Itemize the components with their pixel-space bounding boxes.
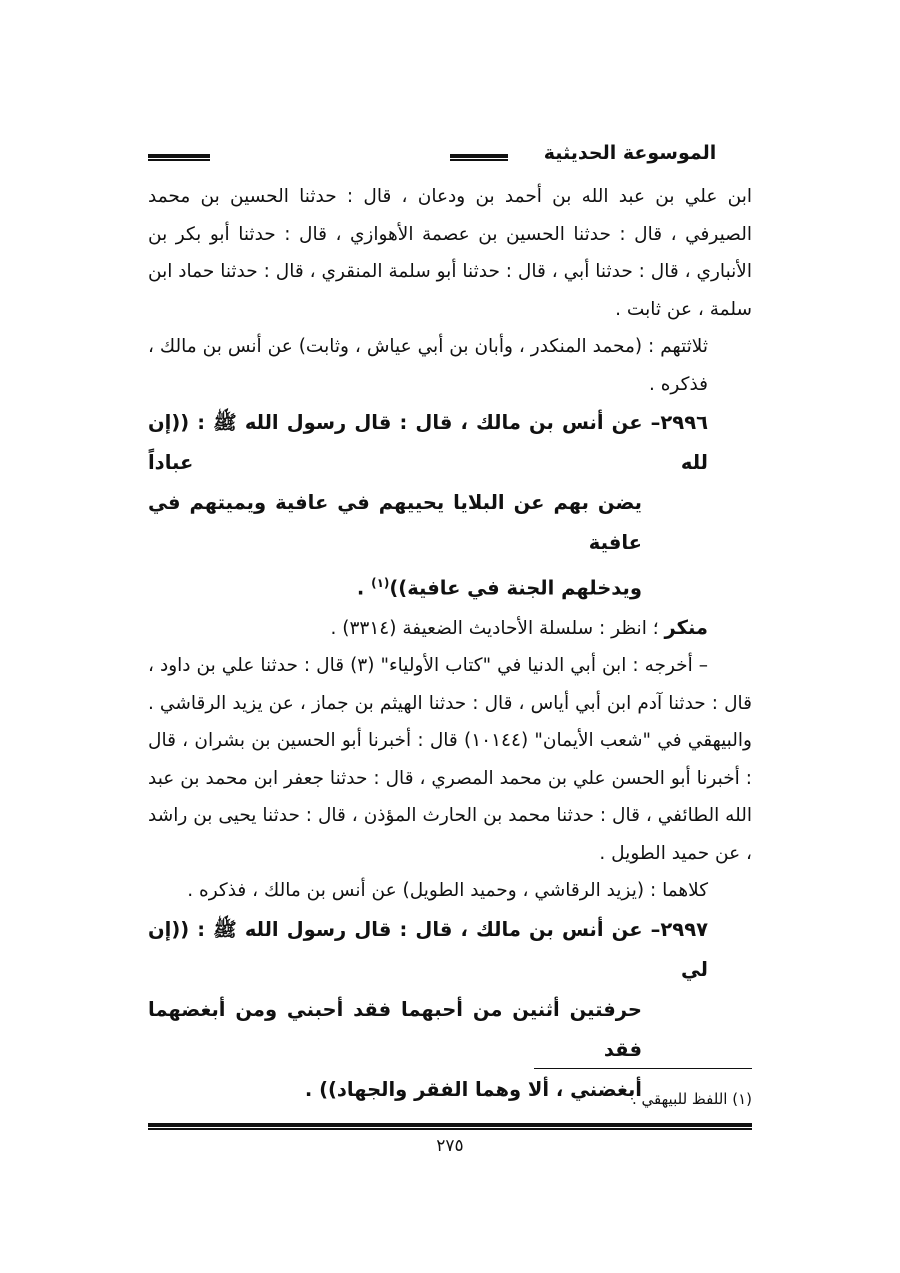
book-page (148, 140, 752, 1180)
hadith-2997-line-2: حرفتين أثنين من أحبهما فقد أحبني ومن أبغضهما فقد (148, 997, 642, 1061)
paragraph-takhrij: – أخرجه : ابن أبي الدنيا في "كتاب الأولياء" (٣) قال : حدثنا علي بن داود ، قال : حدثنا آدم ابن أبي أياس ، قال : حدثنا الهيثم بن جماز ، عن يزيد الرقاشي . والبيهقي في "شعب الأيمان" (١٠١٤٤) قال : أخبرنا أبو الحسين بن بشران ، قال : أخبرنا أبو الحسن علي بن محمد المصري ، قال : حدثنا جعفر ابن محمد بن عبد الله الطائفي ، قال : حدثنا محمد بن الحارث المؤذن ، قال : حدثنا يحيى بن راشد ، عن حميد الطويل . (148, 655, 752, 864)
hadith-2997-line-1: ٢٩٩٧– عن أنس بن مالك ، قال : قال رسول الله ﷺ : ((إن لي (148, 917, 708, 981)
hadith-2996-line-2: يضن بهم عن البلايا يحييهم في عافية ويميتهم في عافية (148, 491, 642, 554)
hadith-2996-text-end: ويدخلهم الجنة في عافية)) (389, 576, 642, 600)
header-title: الموسوعة الحديثية (543, 142, 717, 164)
grading-label: منكر (664, 615, 708, 639)
grading-text: ؛ انظر : سلسلة الأحاديث الضعيفة (٣٣١٤) . (330, 617, 665, 639)
footer-rule (148, 1123, 752, 1130)
header-rule-left (148, 154, 210, 161)
page-number: ٢٧٥ (436, 1136, 464, 1156)
footnote-separator (534, 1068, 752, 1069)
hadith-2996-line-1: ٢٩٩٦– عن أنس بن مالك ، قال : قال رسول الله ﷺ : ((إن لله عباداً (148, 411, 708, 474)
grading-line (148, 609, 752, 648)
running-header (148, 140, 752, 174)
hadith-2996-line-3 (148, 563, 708, 609)
hadith-2996 (148, 403, 752, 609)
hadith-2996-period: . (356, 576, 372, 600)
hadith-2997-line-3: أبغضني ، ألا وهما الفقر والجهاد)) . (304, 1077, 642, 1101)
paragraph-summary: كلاهما : (يزيد الرقاشي ، وحميد الطويل) عن أنس بن مالك ، فذكره . (187, 880, 708, 901)
paragraph-isnad-1: ابن علي بن عبد الله بن أحمد بن ودعان ، قال : حدثنا الحسين بن محمد الصيرفي ، قال : حدثنا الحسين بن عصمة الأهوازي ، قال : حدثنا أبو بكر بن الأنباري ، قال : حدثنا أبي ، قال : حدثنا أبو سلمة المنقري ، قال : حدثنا حماد ابن سلمة ، عن ثابت . (148, 186, 752, 320)
footnote-reference: (١) (371, 576, 390, 590)
page-body (148, 178, 752, 1110)
footnote: (١) اللفظ للبيهقي . (632, 1090, 752, 1108)
hadith-2997 (148, 910, 752, 1110)
paragraph-isnad-2: ثلاثتهم : (محمد المنكدر ، وأبان بن أبي عياش ، وثابت) عن أنس بن مالك ، فذكره . (148, 336, 708, 395)
